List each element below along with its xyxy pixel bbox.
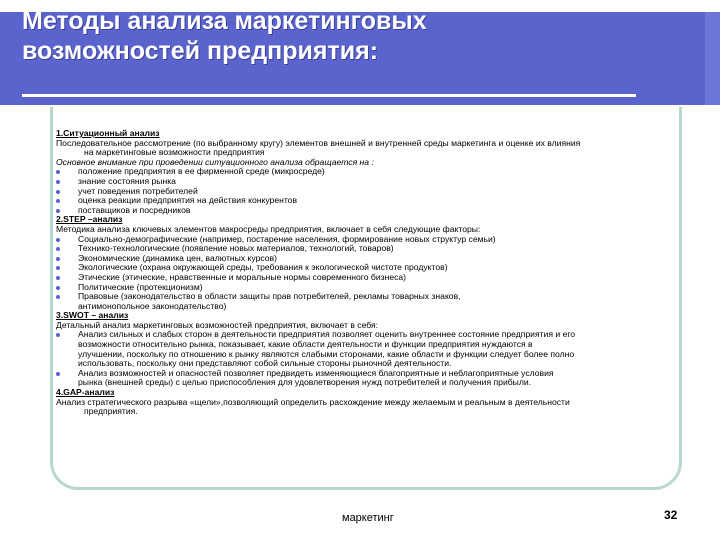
bullet-icon	[56, 333, 60, 337]
list-item: Экономические (динамика цен, валютных курсов)	[56, 254, 700, 264]
list-item: поставщиков и посредников	[56, 206, 700, 216]
list-item: знание состояния рынка	[56, 177, 700, 187]
title-underline	[22, 94, 636, 97]
slide-body	[56, 129, 700, 417]
slide-header	[0, 0, 720, 105]
bullet-icon	[56, 238, 60, 242]
bullet-icon	[56, 286, 60, 290]
bullet-icon	[56, 209, 60, 213]
header-edge-strip	[705, 12, 720, 105]
list-item: положение предприятия в ее фирменной среде (микросреде)	[56, 167, 700, 177]
bullet-icon	[56, 190, 60, 194]
bullet-icon	[56, 199, 60, 203]
list-item: Политические (протекционизм)	[56, 283, 700, 293]
bullet-icon	[56, 257, 60, 261]
section-4-text: Анализ стратегического разрыва «щели»,позволяющий определить расхождение между желаемым и реальным в деятельности	[56, 396, 570, 407]
bullet-icon	[56, 372, 60, 376]
title-line-2: возможностей предприятия:	[22, 37, 379, 65]
list-item: Этические (этические, нравственные и моральные нормы современного бизнеса)	[56, 273, 700, 283]
section-1-text: на маркетинговые возможности предприятия	[84, 147, 265, 158]
list-item: Технико-технологические (появление новых материалов, технологий, товаров)	[56, 244, 700, 254]
list-item-text: Анализ сильных и слабых сторон в деятельности предприятия позволяет оценить внутреннее состояние предприятия и его возможности относительно рынка, показывает, какие области деятельности и функции предприятия нуждаются в улучшении, поскольку по отношению к рынку являются слабыми сторонами, какие области и функции следует более полно использовать, поскольку они представляют собой сильные стороны рыночной деятельности.	[78, 329, 576, 369]
list-item: Экологические (охрана окружающей среды, требования к экологической чистоте продуктов)	[56, 263, 700, 273]
list-item: Социально-демографические (например, постарение населения, формирование новых структур семьи)	[56, 235, 700, 245]
bullet-icon	[56, 247, 60, 251]
list-item	[56, 292, 700, 311]
section-3-heading: 3.SWOT – анализ	[56, 310, 129, 321]
title-line-1: Методы анализа маркетинговых	[22, 7, 427, 35]
bullet-icon	[56, 295, 60, 299]
section-1-text: Последовательное рассмотрение (по выбранному кругу) элементов внешней и внутренней среды маркетинга и оценке их влияния	[56, 137, 581, 148]
page-number: 32	[664, 508, 678, 522]
section-3-intro: Детальный анализ маркетинговых возможностей предприятия, включает в себя:	[56, 319, 379, 330]
list-item-text: Анализ возможностей и опасностей позволяет предвидеть изменяющиеся благоприятные и неблагоприятные условия рынка (внешней среды) с целью приспособления для удовлетворения нужд потребителей и получения прибыли.	[78, 367, 554, 388]
section-4-text: предприятия.	[84, 406, 138, 417]
section-1-heading: 1.Ситуационный анализ	[56, 128, 160, 138]
bullet-icon	[56, 180, 60, 184]
bullet-icon	[56, 170, 60, 174]
list-item: учет поведения потребителей	[56, 187, 700, 197]
section-2-heading: 2.STEP –анализ	[56, 214, 123, 225]
slide-title	[22, 6, 427, 66]
list-item: оценка реакции предприятия на действия конкурентов	[56, 196, 700, 206]
bullet-icon	[56, 266, 60, 270]
section-1-note: Основное внимание при проведении ситуационного анализа обращается на :	[56, 156, 374, 167]
bullet-icon	[56, 276, 60, 280]
footer-label: маркетинг	[342, 512, 394, 524]
list-item	[56, 330, 700, 368]
list-item	[56, 369, 700, 388]
section-4-heading: 4.GAP-анализ	[56, 387, 115, 398]
section-2-intro: Методика анализа ключевых элементов макросреды предприятия, включает в себя следующие факторы:	[56, 223, 481, 234]
list-item-text: Правовые (законодательство в области защиты прав потребителей, рекламы товарных знаков, антимонопольное законодательство)	[78, 291, 461, 311]
